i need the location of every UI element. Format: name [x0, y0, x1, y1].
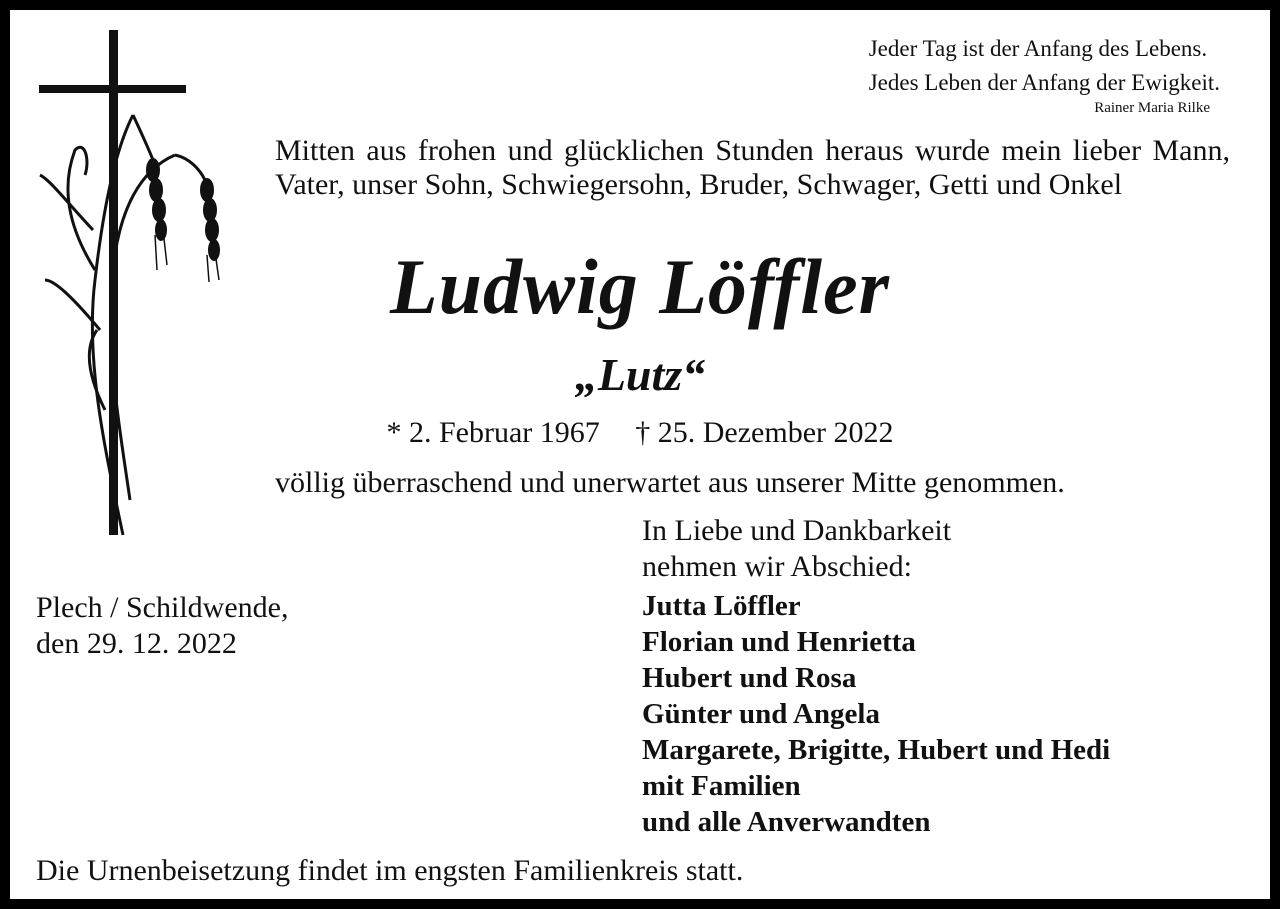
deceased-nickname: „Lutz“ [574, 349, 706, 400]
obituary-notice [10, 10, 1270, 899]
farewell-line: nehmen wir Abschied: [642, 550, 912, 583]
mourner-entry: mit Familien [642, 770, 801, 802]
epigraph [869, 32, 1220, 100]
epigraph-line: Jedes Leben der Anfang der Ewigkeit. [868, 70, 1220, 95]
mourner-entry: Günter und Angela [642, 698, 880, 730]
place-and-date [36, 590, 288, 662]
farewell-line: In Liebe und Dankbarkeit [642, 514, 952, 547]
epigraph-author: Rainer Maria Rilke [1094, 100, 1210, 116]
mourner-entry: Margarete, Brigitte, Hubert und Hedi [642, 734, 1111, 766]
farewell-text [642, 513, 951, 585]
date-line: den 29. 12. 2022 [36, 627, 237, 660]
mourner-entry: und alle Anverwandten [642, 806, 931, 838]
intro-text: Mitten aus frohen und glücklichen Stunden heraus wurde mein lieber Mann, Vater, unser Sohn, Schwiegersohn, Bruder, Schwager, Getti und Onkel [275, 134, 1230, 201]
funeral-note: Die Urnenbeisetzung findet im engsten Familienkreis statt. [36, 854, 744, 887]
deceased-name: Ludwig Löffler [389, 243, 891, 330]
life-dates [10, 416, 1270, 450]
epigraph-line: Jeder Tag ist der Anfang des Lebens. [868, 36, 1208, 61]
closing-text: völlig überraschend und unerwartet aus unserer Mitte genommen. [275, 466, 1065, 499]
mourners-list [642, 588, 1110, 840]
death-date: † 25. Dezember 2022 [635, 416, 894, 449]
birth-date: * 2. Februar 1967 [386, 416, 600, 449]
mourner-entry: Florian und Henrietta [642, 626, 916, 658]
mourner-entry: Hubert und Rosa [642, 662, 857, 694]
place-line: Plech / Schildwende, [36, 591, 289, 624]
mourner-entry: Jutta Löffler [642, 590, 801, 622]
